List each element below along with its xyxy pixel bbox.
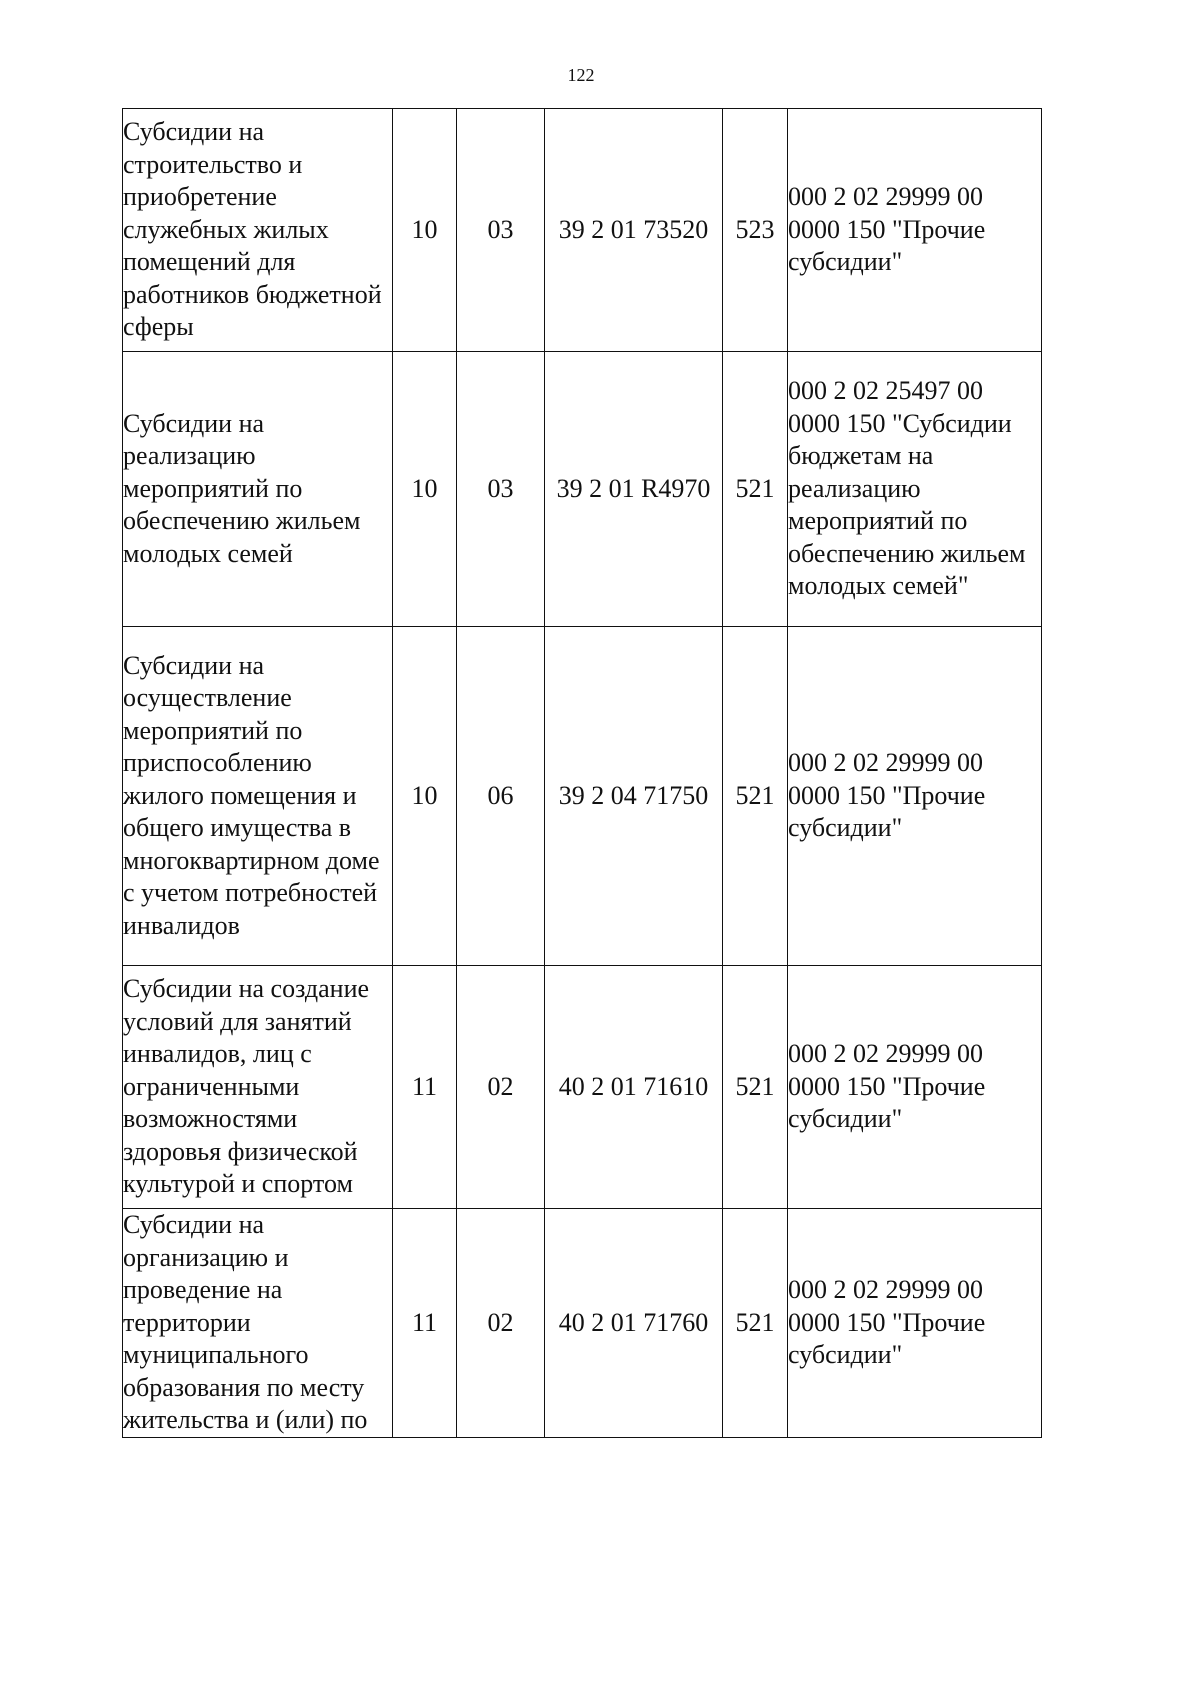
revenue-code-cell (788, 109, 1042, 352)
subsection-code: 03 (487, 214, 514, 244)
subsidy-name: Субсидии на строительство и приобретение служебных жилых помещений для работников бюджетной сферы (123, 117, 382, 342)
expense-type-code: 521 (735, 473, 775, 503)
section-code: 11 (411, 1071, 438, 1101)
subsection-cell (457, 627, 545, 966)
subsection-cell (457, 1209, 545, 1438)
table-row (123, 966, 1042, 1209)
expense-type-cell (723, 352, 788, 627)
expense-type-cell (723, 627, 788, 966)
subsidies-table (122, 108, 1042, 1438)
subsidy-name: Субсидии на реализацию мероприятий по обеспечению жильем молодых семей (123, 408, 361, 568)
page-number: 122 (567, 65, 595, 85)
subsection-cell (457, 109, 545, 352)
revenue-code: 000 2 02 29999 00 0000 150 "Прочие субсидии" (788, 1039, 986, 1134)
expense-type-code: 521 (735, 780, 775, 810)
table-row (123, 109, 1042, 352)
subsidy-name-cell (123, 966, 393, 1209)
subsection-code: 06 (487, 780, 514, 810)
expense-type-code: 523 (735, 214, 775, 244)
subsidy-name-cell (123, 1209, 393, 1438)
section-code: 11 (411, 1307, 438, 1337)
section-code: 10 (411, 780, 438, 810)
section-code: 10 (411, 214, 438, 244)
subsection-code: 02 (487, 1071, 514, 1101)
target-article-code: 40 2 01 71610 (558, 1071, 709, 1101)
revenue-code-cell (788, 966, 1042, 1209)
section-cell (393, 627, 457, 966)
revenue-code: 000 2 02 29999 00 0000 150 "Прочие субсидии" (788, 182, 986, 277)
subsidy-name-cell (123, 352, 393, 627)
expense-type-cell (723, 1209, 788, 1438)
revenue-code-cell (788, 1209, 1042, 1438)
section-code: 10 (411, 473, 438, 503)
revenue-code: 000 2 02 25497 00 0000 150 "Субсидии бюджетам на реализацию мероприятий по обеспечению жильем молодых семей" (788, 376, 1026, 601)
section-cell (393, 109, 457, 352)
target-article-cell (545, 109, 723, 352)
expense-type-cell (723, 966, 788, 1209)
table-row (123, 1209, 1042, 1438)
target-article-code: 40 2 01 71760 (558, 1307, 709, 1337)
expense-type-cell (723, 109, 788, 352)
subsidy-name: Субсидии на организацию и проведение на территории муниципального образования по месту жительства и (или) по (123, 1210, 368, 1434)
revenue-code-cell (788, 627, 1042, 966)
subsection-cell (457, 352, 545, 627)
section-cell (393, 1209, 457, 1438)
target-article-cell (545, 352, 723, 627)
target-article-cell (545, 627, 723, 966)
table-row (123, 627, 1042, 966)
section-cell (393, 966, 457, 1209)
expense-type-code: 521 (735, 1071, 775, 1101)
target-article-code: 39 2 04 71750 (558, 780, 709, 810)
subsidy-name: Субсидии на осуществление мероприятий по приспособлению жилого помещения и общего имущества в многоквартирном доме с учетом потребностей инвалидов (123, 650, 380, 940)
target-article-code: 39 2 01 R4970 (556, 473, 711, 503)
subsection-code: 02 (487, 1307, 514, 1337)
revenue-code-cell (788, 352, 1042, 627)
subsidy-name: Субсидии на создание условий для занятий инвалидов, лиц с ограниченными возможностями здоровья физической культурой и спортом (123, 974, 370, 1199)
subsidy-name-cell (123, 109, 393, 352)
target-article-code: 39 2 01 73520 (558, 214, 709, 244)
subsidy-name-cell (123, 627, 393, 966)
revenue-code: 000 2 02 29999 00 0000 150 "Прочие субсидии" (788, 748, 986, 843)
subsection-cell (457, 966, 545, 1209)
revenue-code: 000 2 02 29999 00 0000 150 "Прочие субсидии" (788, 1275, 986, 1370)
target-article-cell (545, 1209, 723, 1438)
expense-type-code: 521 (735, 1307, 775, 1337)
table-row (123, 352, 1042, 627)
section-cell (393, 352, 457, 627)
subsection-code: 03 (487, 473, 514, 503)
target-article-cell (545, 966, 723, 1209)
